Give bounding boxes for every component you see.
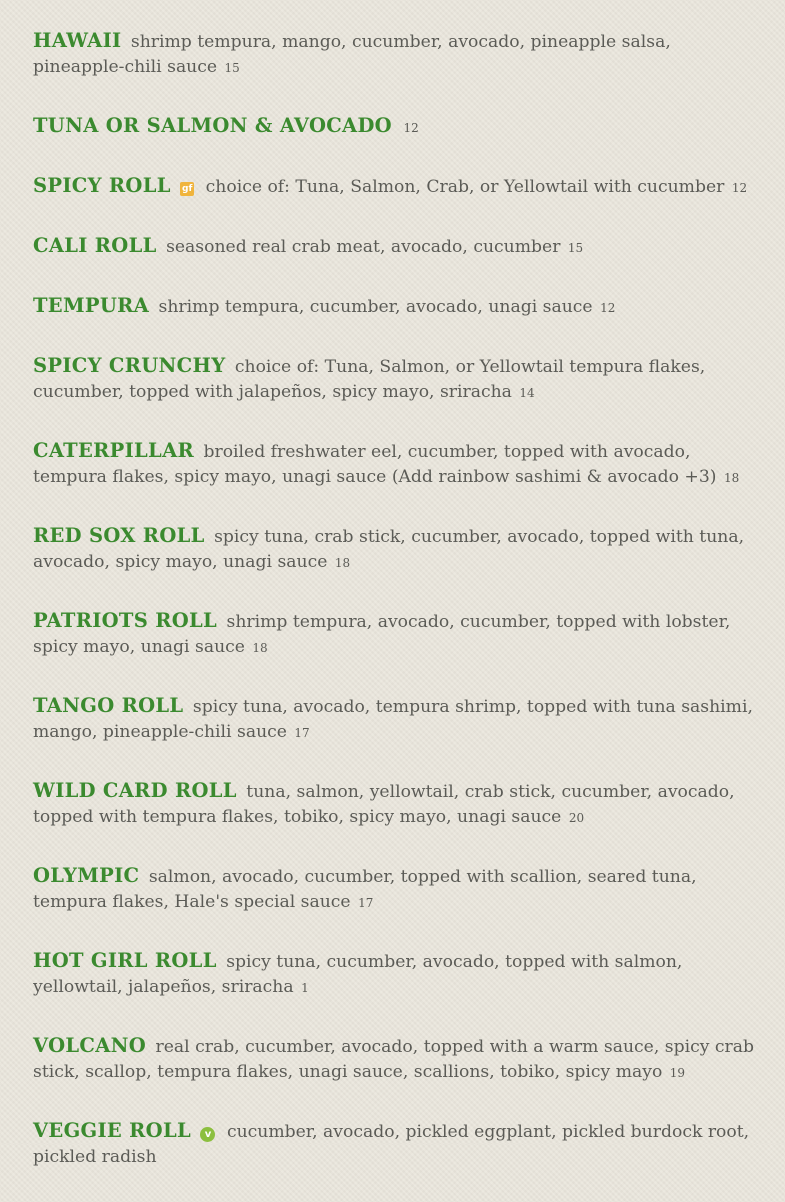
menu-item-description: spicy tuna, crab stick, cucumber, avocado, topped with tuna, avocado, spicy mayo, unagi sauce	[33, 527, 745, 572]
menu-item-name: TEMPURA	[33, 294, 150, 317]
sushi-roll-menu	[33, 0, 755, 1202]
menu-item-price: 15	[224, 61, 240, 75]
menu-item-hot-girl-roll	[33, 948, 755, 1001]
menu-item-spicy-crunchy	[33, 353, 755, 406]
menu-item-price: 1	[301, 981, 309, 995]
menu-item-description: shrimp tempura, mango, cucumber, avocado, pineapple salsa, pineapple-chili sauce	[33, 32, 671, 77]
menu-item-price: 15	[567, 241, 584, 255]
menu-item-description: real crab, cucumber, avocado, topped with a warm sauce, spicy crab stick, scallop, tempura flakes, unagi sauce, scallions, tobiko, spicy mayo	[33, 1037, 754, 1082]
menu-item-tango-roll	[33, 693, 755, 746]
menu-item-price: 17	[294, 726, 310, 740]
menu-item-description: tuna, salmon, yellowtail, crab stick, cucumber, avocado, topped with tempura flakes, tobiko, spicy mayo, unagi sauce	[33, 782, 735, 827]
menu-item-description: spicy tuna, cucumber, avocado, topped with salmon, yellowtail, jalapeños, sriracha	[33, 952, 683, 997]
menu-item-description: spicy tuna, avocado, tempura shrimp, topped with tuna sashimi, mango, pineapple-chili sauce	[33, 697, 753, 742]
menu-item-name: VOLCANO	[33, 1034, 147, 1057]
menu-item-description: choice of: Tuna, Salmon, or Yellowtail tempura flakes, cucumber, topped with jalapeños, spicy mayo, sriracha	[33, 357, 706, 402]
menu-item-wild-card-roll	[33, 778, 755, 831]
menu-item-veggie-roll	[33, 1118, 755, 1170]
menu-item-spicy-roll	[33, 173, 755, 201]
menu-item-tuna-or-salmon-avocado	[33, 113, 755, 141]
menu-item-name: VEGGIE ROLL	[33, 1119, 191, 1142]
menu-item-description: choice of: Tuna, Salmon, Crab, or Yellowtail with cucumber	[205, 177, 725, 197]
menu-item-olympic	[33, 863, 755, 916]
menu-item-price: 19	[669, 1066, 686, 1080]
menu-item-description: shrimp tempura, avocado, cucumber, topped with lobster, spicy mayo, unagi sauce	[33, 612, 731, 657]
menu-item-name: CALI ROLL	[33, 234, 157, 257]
menu-item-name: OLYMPIC	[33, 864, 140, 887]
menu-item-name: CATERPILLAR	[33, 439, 195, 462]
menu-item-price: 12	[403, 121, 419, 135]
menu-item-price: 12	[731, 181, 748, 195]
menu-item-name: WILD CARD ROLL	[33, 779, 237, 802]
menu-item-cali-roll	[33, 233, 755, 261]
menu-item-volcano	[33, 1033, 755, 1086]
menu-item-price: 18	[334, 556, 351, 570]
menu-item-price: 20	[568, 811, 585, 825]
menu-item-patriots-roll	[33, 608, 755, 661]
menu-item-name: HOT GIRL ROLL	[33, 949, 217, 972]
vegetarian-icon: v	[200, 1127, 215, 1142]
menu-item-price: 12	[600, 301, 616, 315]
menu-item-name: HAWAII	[33, 29, 122, 52]
menu-item-tempura	[33, 293, 755, 321]
menu-item-price: 18	[723, 471, 740, 485]
menu-item-description: shrimp tempura, cucumber, avocado, unagi sauce	[158, 297, 593, 317]
menu-item-caterpillar	[33, 438, 755, 491]
menu-item-description: seasoned real crab meat, avocado, cucumber	[166, 237, 561, 257]
menu-item-price: 18	[252, 641, 268, 655]
menu-item-price: 17	[358, 896, 374, 910]
gluten-free-icon: gf	[182, 184, 193, 194]
menu-item-name: SPICY ROLL	[33, 174, 171, 197]
menu-item-name: PATRIOTS ROLL	[33, 609, 218, 632]
menu-item-name: TANGO ROLL	[33, 694, 184, 717]
menu-item-name: TUNA OR SALMON & AVOCADO	[33, 114, 392, 137]
menu-item-red-sox-roll	[33, 523, 755, 576]
menu-item-name: RED SOX ROLL	[33, 524, 205, 547]
menu-item-price: 14	[519, 386, 535, 400]
menu-item-description: broiled freshwater eel, cucumber, topped with avocado, tempura flakes, spicy mayo, unagi sauce (Add rainbow sashimi & avocado +3)	[33, 442, 717, 487]
menu-item-hawaii	[33, 28, 755, 81]
menu-item-description: salmon, avocado, cucumber, topped with scallion, seared tuna, tempura flakes, Hale's special sauce	[33, 867, 697, 912]
menu-item-description: cucumber, avocado, pickled eggplant, pickled burdock root, pickled radish	[33, 1122, 750, 1167]
menu-item-name: SPICY CRUNCHY	[33, 354, 226, 377]
